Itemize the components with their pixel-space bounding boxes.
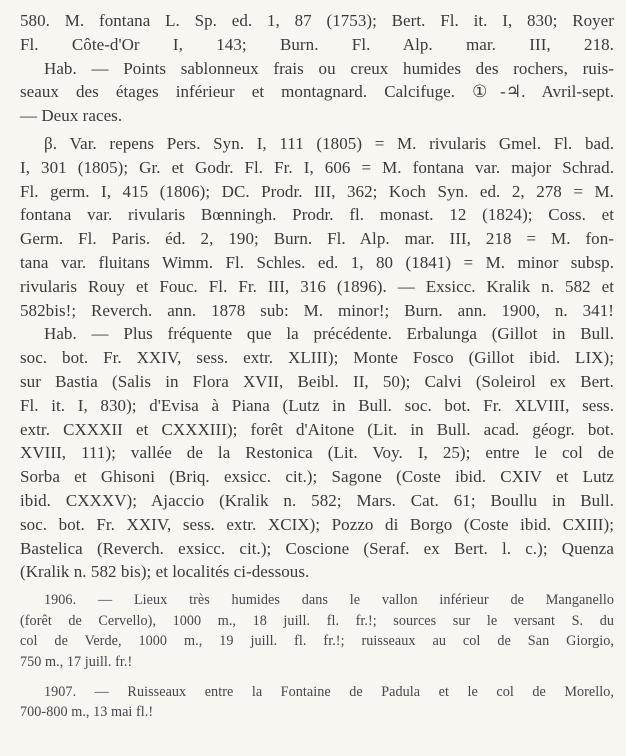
text-line: extr. CXXXII et CXXXIII); forêt d'Aitone (Lit. in Bull. acad. géogr. bot. [20, 419, 614, 439]
text-line: (forêt de Cervello), 1000 m., 18 juill. fl. fr.!; sources sur le versant S. du [20, 612, 614, 629]
text-line: (Kralik n. 582 bis); et localités ci-dessous. [20, 562, 310, 582]
text-line: Sorba et Ghisoni (Briq. exsicc. cit.); Sagone (Coste ibid. CXIV et Lutz [20, 467, 614, 487]
text-line: fontana var. rivularis Bœnningh. Prodr. fl. monast. 12 (1824); Coss. et [20, 205, 614, 225]
text-line: Fl. germ. I, 415 (1806); DC. Prodr. III, 362; Koch Syn. ed. 2, 278 = M. [20, 181, 614, 201]
text-line: 580. M. fontana L. Sp. ed. 1, 87 (1753); Bert. Fl. it. I, 830; Royer [20, 11, 614, 30]
text-line: I, 301 (1805); Gr. et Godr. Fl. Fr. I, 606 = M. fontana var. major Schrad. [20, 157, 614, 177]
text-line: 582bis!; Reverch. ann. 1878 sub: M. minor!; Burn. ann. 1900, n. 341! [20, 300, 614, 320]
text-line: rivularis Rouy et Fouc. Fl. Fr. III, 316 (1896). — Exsicc. Kralik n. 582 et [20, 276, 614, 296]
text-line: — Deux races. [20, 106, 123, 126]
text-line: 750 m., 17 juill. fr.! [20, 653, 133, 670]
text-line: Germ. Fl. Paris. éd. 2, 190; Burn. Fl. Alp. mar. III, 218 = M. fon- [20, 229, 614, 249]
text-line: 1906. — Lieux très humides dans le vallon inférieur de Manganello [44, 592, 614, 609]
entry-580 [20, 9, 614, 128]
text-line: β. Var. repens Pers. Syn. I, 111 (1805) = M. rivularis Gmel. Fl. bad. [44, 133, 614, 153]
text-line: col de Verde, 1000 m., 19 juill. fl. fr.!; ruisseaux au col de San Giorgio, [20, 633, 614, 650]
habitat-block [20, 322, 614, 584]
note-1907 [20, 682, 614, 723]
text-line: seaux des étages inférieur et montagnard. Calcifuge. ①-♃. Avril-sept. [20, 82, 614, 102]
var-repens-block [20, 132, 614, 322]
text-line: sur Bastia (Salis in Flora XVII, Beibl. II, 50); Calvi (Soleirol ex Bert. [20, 371, 614, 391]
text-line: Hab. — Plus fréquente que la précédente. Erbalunga (Gillot in Bull. [44, 324, 614, 344]
text-line: ibid. CXXXV); Ajaccio (Kralik n. 582; Mars. Cat. 61; Boullu in Bull. [20, 490, 614, 510]
text-line: Bastelica (Reverch. exsicc. cit.); Coscione (Seraf. ex Bert. l. c.); Quenza [20, 538, 614, 558]
text-line: soc. bot. Fr. XXIV, sess. extr. XCIX); Pozzo di Borgo (Coste ibid. CXIII); [20, 514, 614, 534]
text-line: Hab. — Points sablonneux frais ou creux humides des rochers, ruis- [44, 58, 614, 78]
text-line: 1907. — Ruisseaux entre la Fontaine de Padula et le col de Morello, [44, 683, 614, 700]
text-line: Fl. Côte-d'Or I, 143; Burn. Fl. Alp. mar. III, 218. [20, 34, 614, 54]
text-line: Fl. it. I, 830); d'Evisa à Piana (Lutz in Bull. soc. bot. Fr. XLVIII, sess. [20, 395, 614, 415]
text-line: tana var. fluitans Wimm. Fl. Schles. ed. 1, 80 (1841) = M. minor subsp. [20, 252, 614, 272]
text-line: soc. bot. Fr. XXIV, sess. extr. XLIII); Monte Fosco (Gillot ibid. LIX); [20, 348, 614, 368]
note-1906 [20, 590, 614, 672]
text-line: 700-800 m., 13 mai fl.! [20, 704, 154, 721]
text-line: XVIII, 111); vallée de la Restonica (Lit. Voy. I, 25); entre le col de [20, 443, 614, 463]
